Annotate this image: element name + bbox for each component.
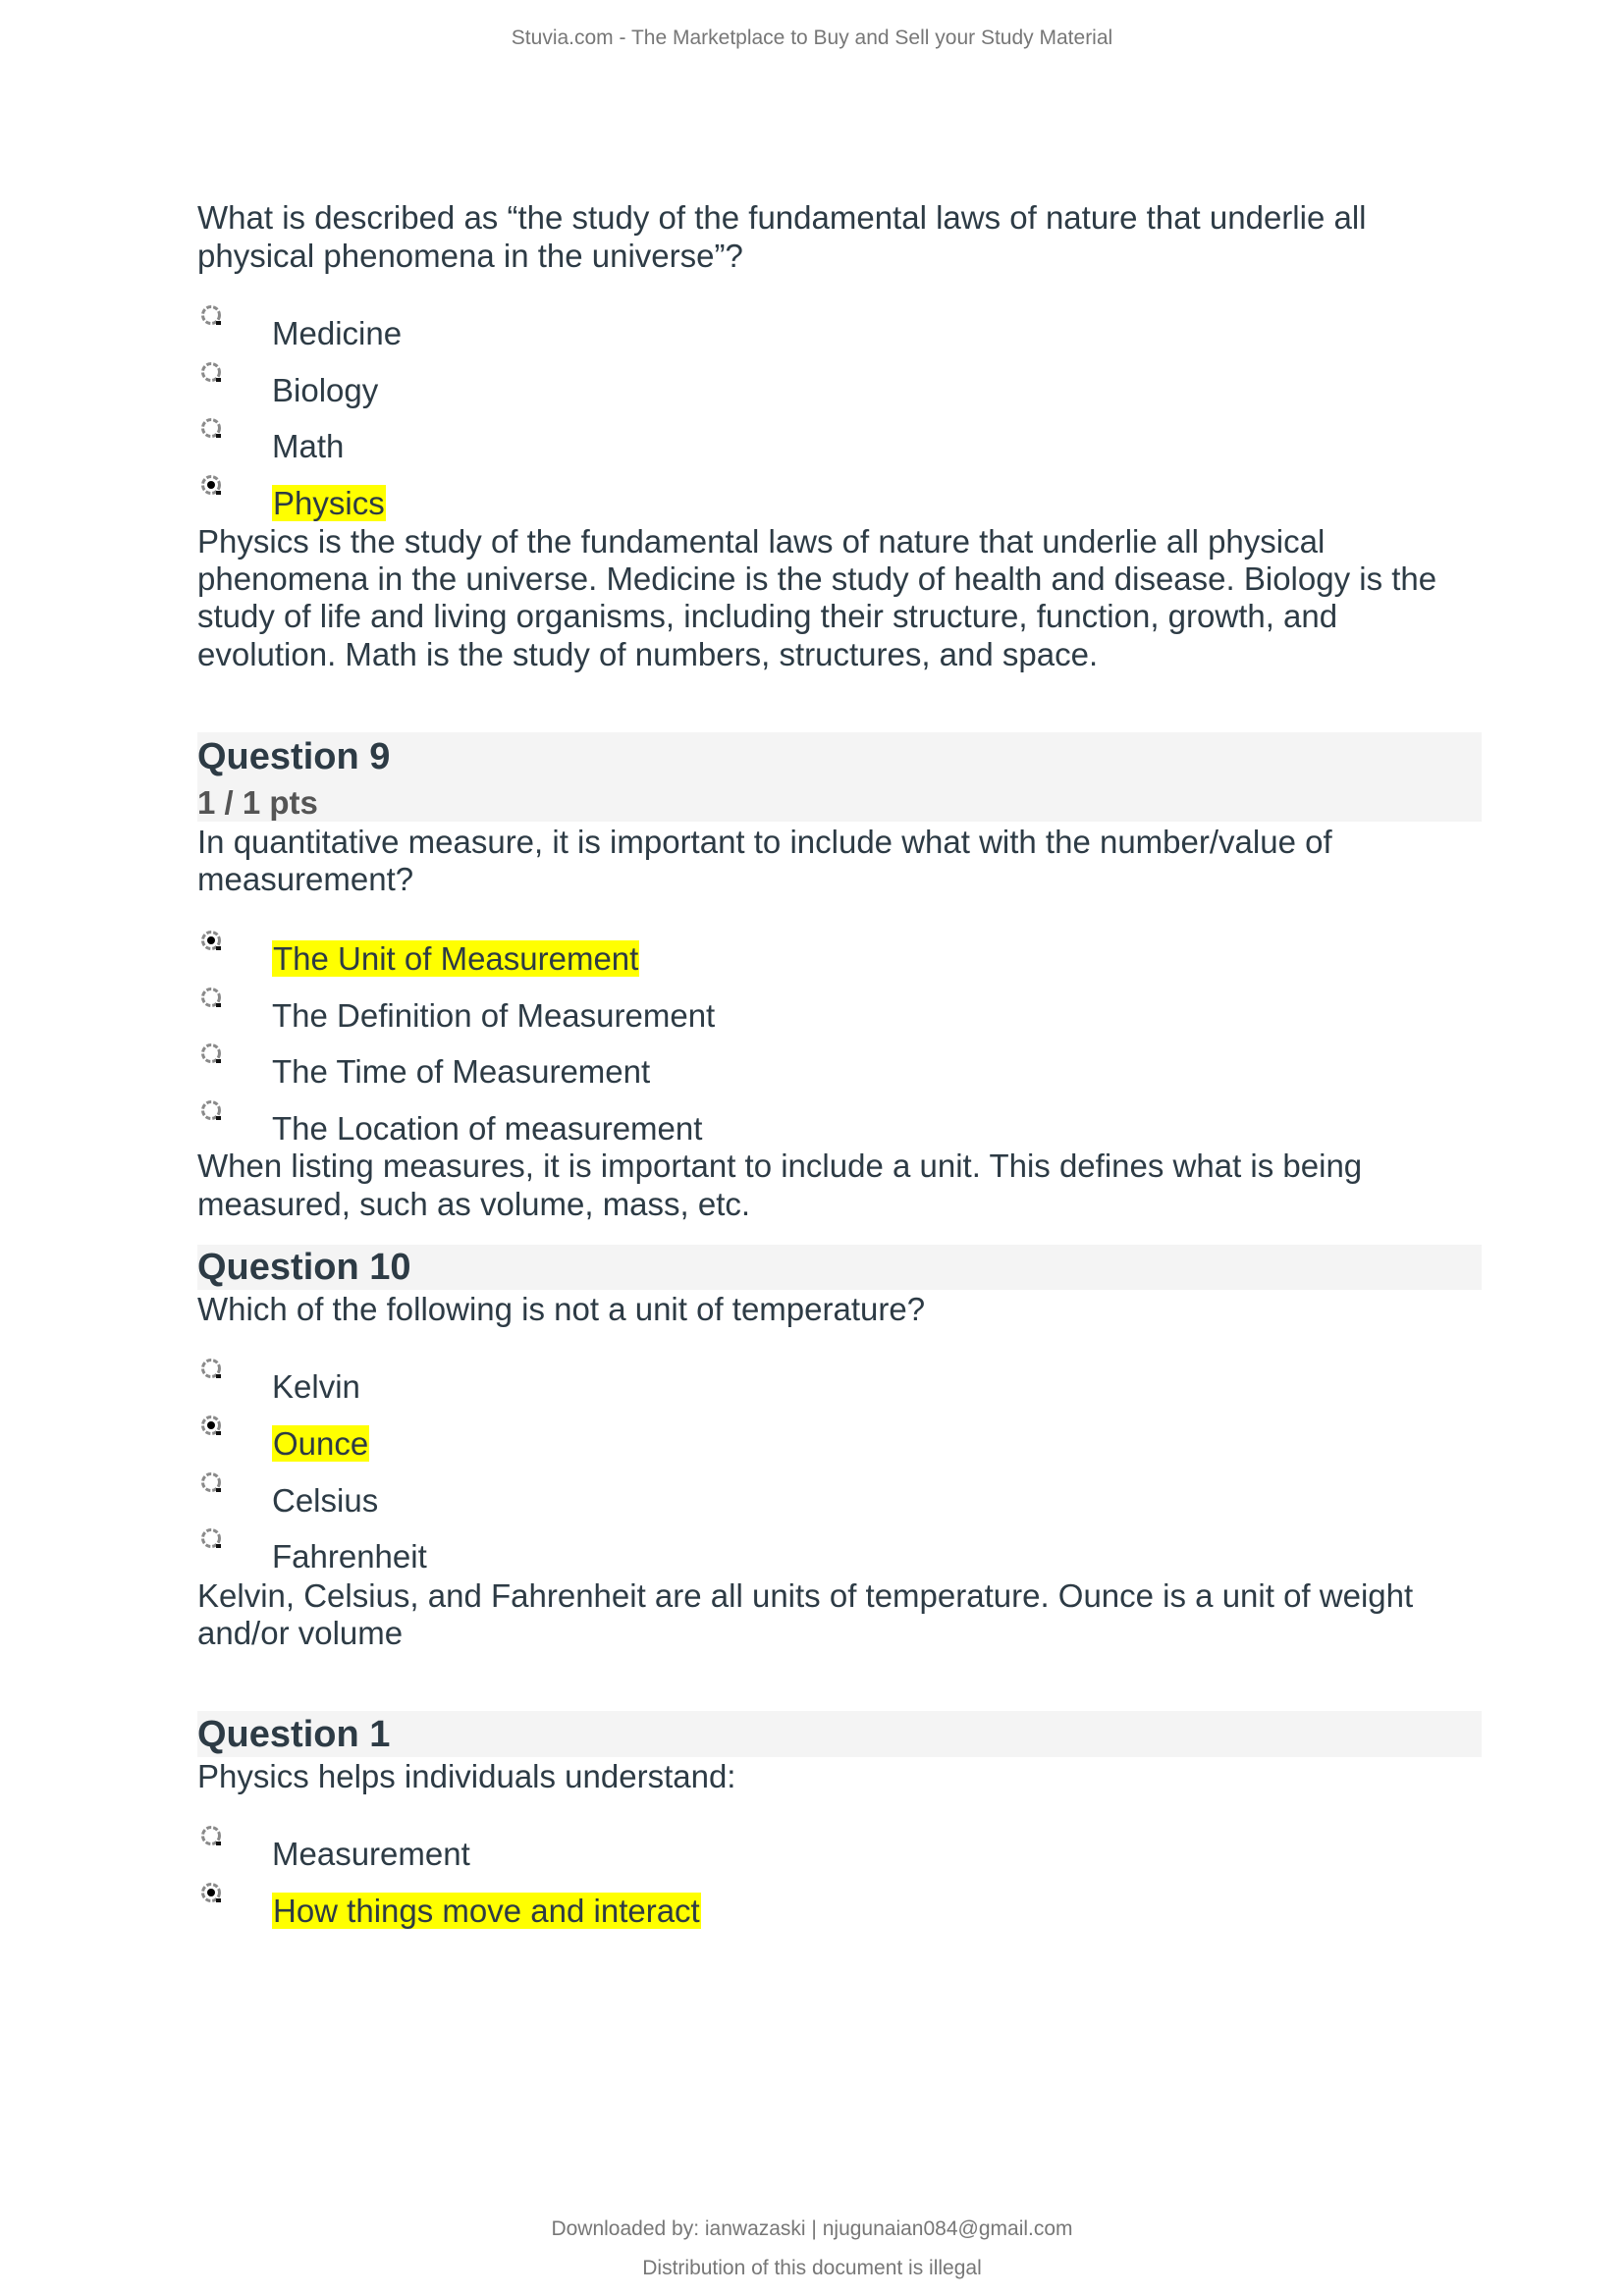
explanation-line: study of life and living organisms, including their structure, function, growth, and bbox=[197, 598, 1338, 634]
answer-option-label: Fahrenheit bbox=[272, 1538, 427, 1575]
answer-option-label: Measurement bbox=[272, 1836, 470, 1872]
answer-option[interactable] bbox=[272, 1835, 470, 1874]
answer-option[interactable] bbox=[272, 371, 378, 410]
radio-unselected-icon[interactable] bbox=[200, 1527, 224, 1551]
footer-downloaded-by: Downloaded by: ianwazaski | njugunaian084@gmail.com bbox=[551, 2217, 1073, 2240]
answer-option[interactable] bbox=[272, 1537, 427, 1576]
radio-unselected-icon[interactable] bbox=[200, 987, 224, 1010]
answer-option-label: The Location of measurement bbox=[272, 1110, 703, 1147]
question-prompt-line: Physics helps individuals understand: bbox=[197, 1758, 736, 1794]
explanation-line: evolution. Math is the study of numbers, structures, and space. bbox=[197, 636, 1099, 672]
answer-option[interactable] bbox=[272, 1052, 650, 1092]
answer-option[interactable] bbox=[272, 427, 344, 466]
radio-selected-icon[interactable] bbox=[200, 930, 224, 953]
answer-option[interactable] bbox=[272, 1481, 378, 1521]
question-prompt-line: physical phenomena in the universe”? bbox=[197, 238, 743, 274]
answer-option[interactable] bbox=[272, 314, 402, 353]
footer-distribution-notice: Distribution of this document is illegal bbox=[642, 2257, 982, 2279]
radio-unselected-icon[interactable] bbox=[200, 304, 224, 328]
question-prompt-line: measurement? bbox=[197, 861, 414, 897]
explanation-line: When listing measures, it is important to include a unit. This defines what is being bbox=[197, 1148, 1363, 1184]
radio-unselected-icon[interactable] bbox=[200, 361, 224, 385]
answer-option[interactable] bbox=[272, 484, 386, 523]
question-title: Question 1 bbox=[197, 1714, 391, 1755]
answer-option-label-selected: Physics bbox=[273, 485, 385, 521]
radio-selected-icon[interactable] bbox=[200, 474, 224, 498]
explanation-line: Kelvin, Celsius, and Fahrenheit are all units of temperature. Ounce is a unit of weight bbox=[197, 1577, 1414, 1614]
answer-option-label-selected: How things move and interact bbox=[273, 1893, 700, 1929]
radio-unselected-icon[interactable] bbox=[200, 1825, 224, 1848]
answer-option[interactable] bbox=[272, 996, 715, 1036]
page-header: Stuvia.com - The Marketplace to Buy and Sell your Study Material bbox=[511, 27, 1113, 49]
question-prompt-line: Which of the following is not a unit of temperature? bbox=[197, 1291, 926, 1327]
question-prompt-line: In quantitative measure, it is important to include what with the number/value of bbox=[197, 824, 1332, 860]
answer-option[interactable] bbox=[272, 1892, 701, 1931]
answer-option-label: Medicine bbox=[272, 315, 403, 351]
radio-selected-icon[interactable] bbox=[200, 1882, 224, 1905]
answer-option[interactable] bbox=[272, 1367, 360, 1407]
explanation-line: Physics is the study of the fundamental laws of nature that underlie all physical bbox=[197, 523, 1326, 560]
answer-option-label: The Time of Measurement bbox=[272, 1053, 651, 1090]
answer-option-label: Kelvin bbox=[272, 1368, 360, 1405]
question-title: Question 10 bbox=[197, 1247, 411, 1288]
radio-unselected-icon[interactable] bbox=[200, 417, 224, 441]
radio-unselected-icon[interactable] bbox=[200, 1099, 224, 1123]
answer-option-label: Biology bbox=[272, 372, 379, 408]
answer-option[interactable] bbox=[272, 1424, 369, 1464]
explanation-line: measured, such as volume, mass, etc. bbox=[197, 1186, 751, 1222]
question-points: 1 / 1 pts bbox=[197, 784, 318, 821]
radio-unselected-icon[interactable] bbox=[200, 1042, 224, 1066]
answer-option-label: Math bbox=[272, 428, 345, 464]
answer-option-label-selected: The Unit of Measurement bbox=[273, 940, 639, 977]
answer-option-label: The Definition of Measurement bbox=[272, 997, 716, 1034]
answer-option-label: Celsius bbox=[272, 1482, 379, 1519]
radio-selected-icon[interactable] bbox=[200, 1415, 224, 1438]
question-title: Question 9 bbox=[197, 736, 391, 777]
answer-option[interactable] bbox=[272, 939, 639, 979]
radio-unselected-icon[interactable] bbox=[200, 1471, 224, 1495]
explanation-line: and/or volume bbox=[197, 1615, 404, 1651]
answer-option-label-selected: Ounce bbox=[273, 1425, 369, 1462]
explanation-line: phenomena in the universe. Medicine is the study of health and disease. Biology is the bbox=[197, 561, 1437, 597]
answer-option[interactable] bbox=[272, 1109, 702, 1148]
radio-unselected-icon[interactable] bbox=[200, 1358, 224, 1381]
question-prompt-line: What is described as “the study of the fundamental laws of nature that underlie all bbox=[197, 199, 1367, 236]
